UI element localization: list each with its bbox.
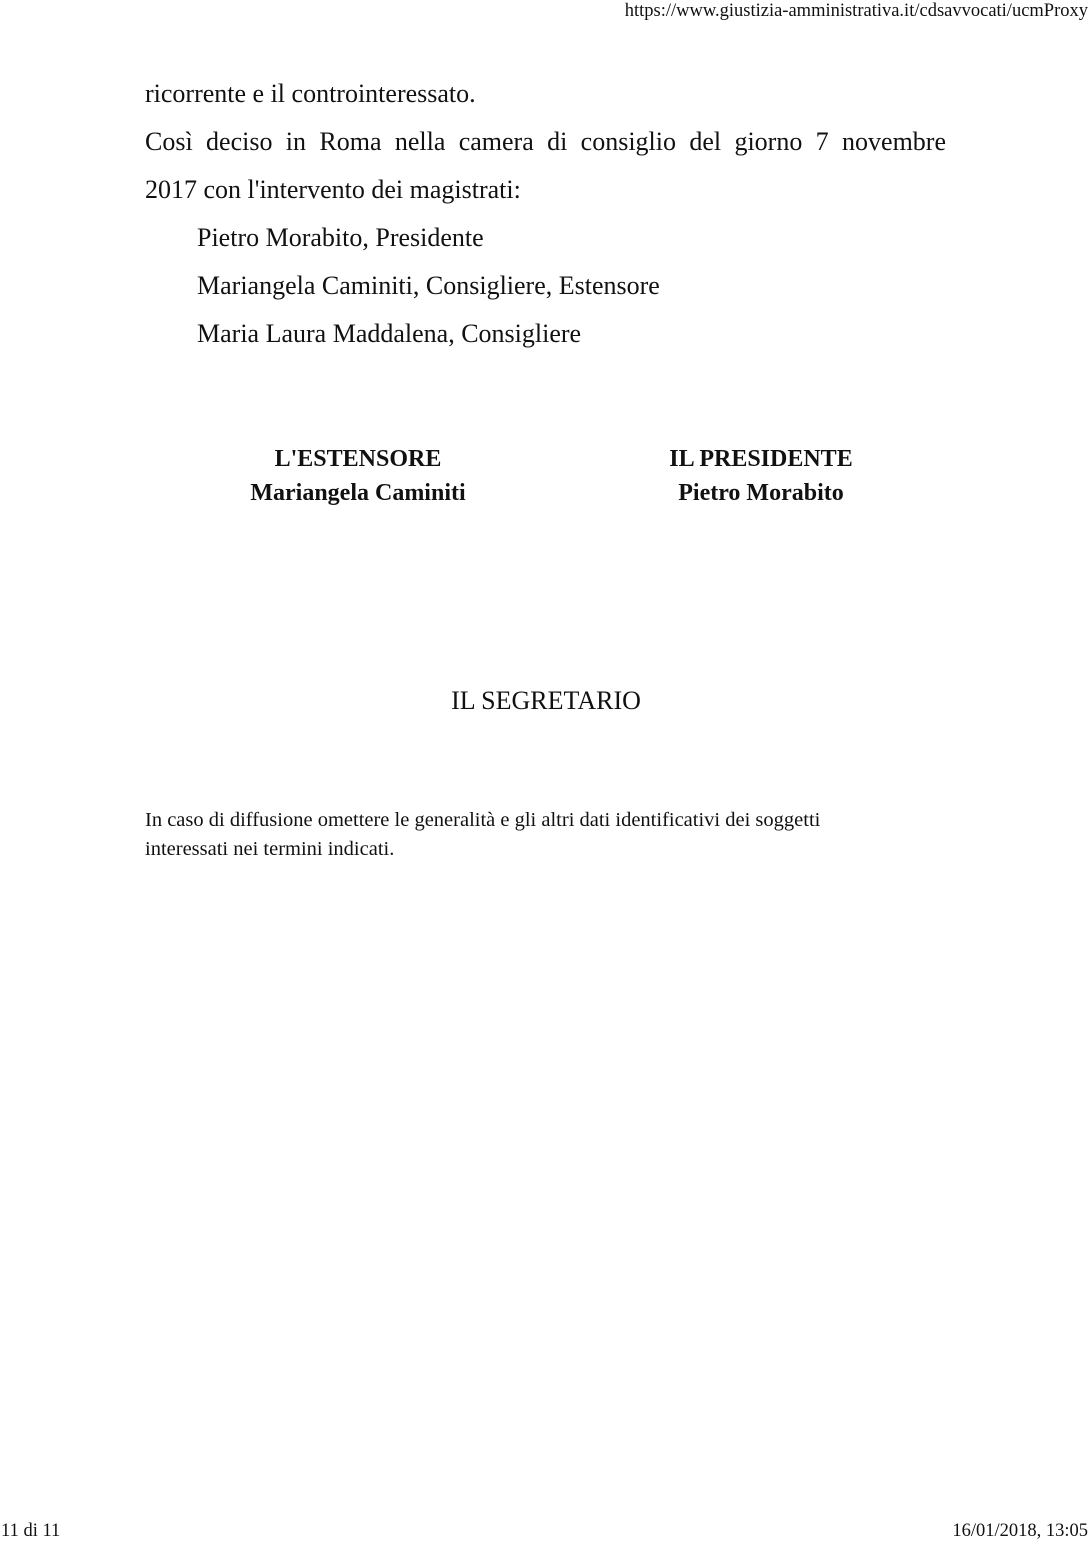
body-line: ricorrente e il controinteressato. [145,79,476,108]
judges-list [145,214,965,358]
print-datetime: 16/01/2018, 13:05 [952,1521,1088,1541]
judge-entry: Pietro Morabito, Presidente [197,223,484,252]
body-line: Così deciso in Roma nella camera di consiglio del giorno 7 novembre [145,127,946,156]
header-url: https://www.giustizia-amministrativa.it/cdsavvocati/ucmProxy [624,1,1088,21]
signature-name: Pietro Morabito [678,480,844,506]
signature-title: L'ESTENSORE [274,446,442,472]
signature-estensore [158,442,558,510]
body-line: 2017 con l'intervento dei magistrati: [145,175,521,204]
judge-entry: Mariangela Caminiti, Consigliere, Estensore [197,271,660,300]
privacy-note: In caso di diffusione omettere le generalità e gli altri dati identificativi dei soggetti interessati nei termini indicati. [145,809,821,860]
signature-presidente [561,442,961,510]
signature-name: Mariangela Caminiti [250,480,466,506]
document-body [145,70,965,358]
judge-entry: Maria Laura Maddalena, Consigliere [197,319,582,348]
signature-title: IL PRESIDENTE [669,446,853,472]
page-number: 11 di 11 [1,1521,61,1541]
secretary-label: IL SEGRETARIO [451,686,641,715]
